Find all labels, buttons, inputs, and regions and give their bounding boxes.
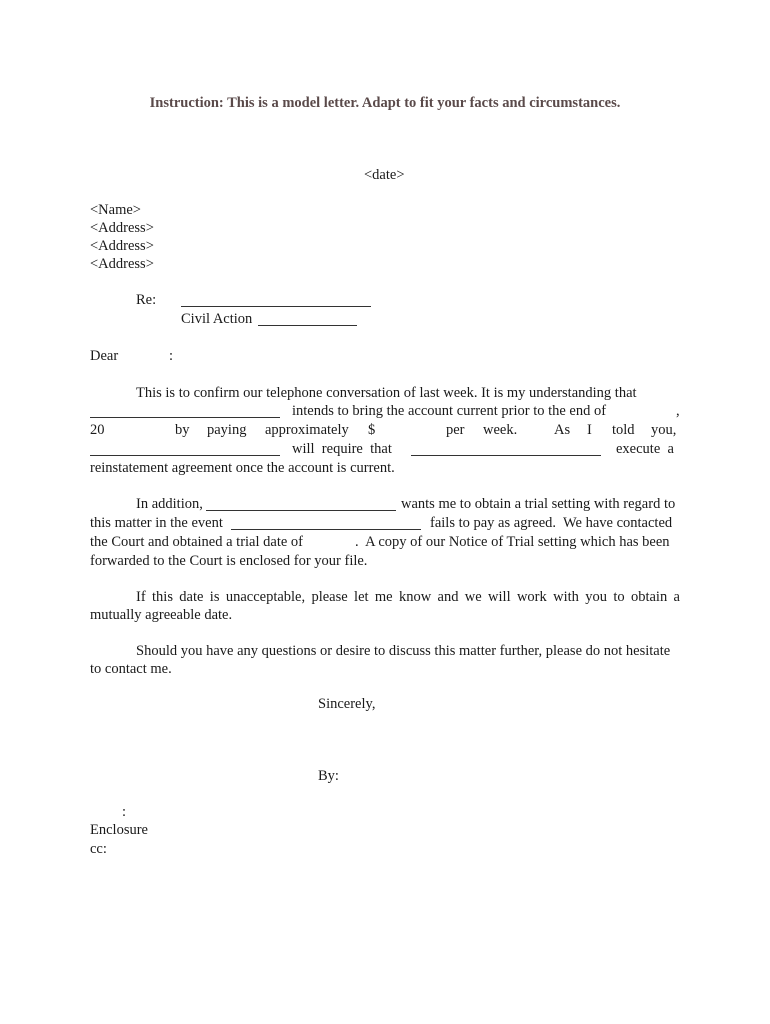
salutation-dear: Dear — [90, 348, 119, 364]
paragraph2-line3-end: . A copy of our Notice of Trial setting which has been — [355, 534, 670, 550]
dollar-sign: $ — [368, 422, 376, 438]
paragraph1-line2-comma: , — [676, 403, 680, 419]
instruction-heading: Instruction: This is a model letter. Adapt to fit your facts and circumstances. — [149, 95, 621, 111]
paragraph1-line4-text: will require that — [292, 441, 392, 457]
paragraph1-line2-text: intends to bring the account current prior to the end of — [292, 403, 607, 419]
word: As — [554, 422, 571, 438]
word: per — [446, 422, 465, 438]
word: by — [175, 422, 190, 438]
party-blank-field-5[interactable] — [231, 515, 421, 530]
paragraph2-line4: forwarded to the Court is enclosed for your file. — [90, 553, 368, 569]
word: you, — [651, 422, 677, 438]
paragraph1-line4-end: execute a — [616, 441, 674, 457]
paragraph2-line1-start: In addition, — [136, 496, 203, 512]
year-prefix: 20 — [90, 422, 105, 438]
closing-sincerely: Sincerely, — [318, 696, 376, 712]
paragraph2-line2-start: this matter in the event — [90, 515, 223, 531]
paragraph2-line3-start: the Court and obtained a trial date of — [90, 534, 303, 550]
paragraph1-line5: reinstatement agreement once the account is current. — [90, 460, 395, 476]
letter-date: <date> — [364, 167, 405, 183]
recipient-address-line: <Address> — [90, 220, 154, 236]
party-blank-field-3[interactable] — [411, 441, 601, 456]
civil-action-blank-field[interactable] — [258, 311, 357, 326]
recipient-address-line: <Address> — [90, 256, 154, 272]
paragraph3-line1 — [136, 588, 680, 606]
party-blank-field[interactable] — [90, 403, 280, 418]
word: approximately — [265, 422, 349, 438]
recipient-address-line: <Address> — [90, 238, 154, 254]
footer-colon: : — [122, 804, 127, 820]
word: paying — [207, 422, 247, 438]
cc-label: cc: — [90, 841, 107, 857]
recipient-name: <Name> — [90, 202, 141, 218]
party-blank-field-4[interactable] — [206, 496, 396, 511]
paragraph2-line2-end: fails to pay as agreed. We have contacted — [430, 515, 673, 531]
word: week. — [483, 422, 518, 438]
paragraph1-line3 — [90, 421, 680, 439]
paragraph4-line1: Should you have any questions or desire to discuss this matter further, please do not hesitate — [136, 643, 671, 659]
enclosure-label: Enclosure — [90, 822, 148, 838]
paragraph2-line1-end: wants me to obtain a trial setting with regard to — [401, 496, 676, 512]
closing-by: By: — [318, 768, 339, 784]
paragraph3-line1-text: If this date is unacceptable, please let me know and we will work with you to obtain a — [136, 589, 680, 605]
word: told — [612, 422, 635, 438]
word: I — [587, 422, 592, 438]
party-blank-field-2[interactable] — [90, 441, 280, 456]
paragraph3-line2: mutually agreeable date. — [90, 607, 233, 623]
paragraph4-line2: to contact me. — [90, 661, 172, 677]
paragraph1-line1: This is to confirm our telephone conversation of last week. It is my understanding that — [136, 385, 637, 401]
re-blank-field[interactable] — [181, 292, 371, 307]
civil-action-label: Civil Action — [181, 311, 253, 327]
salutation-colon: : — [169, 348, 174, 364]
re-label: Re: — [136, 292, 157, 308]
